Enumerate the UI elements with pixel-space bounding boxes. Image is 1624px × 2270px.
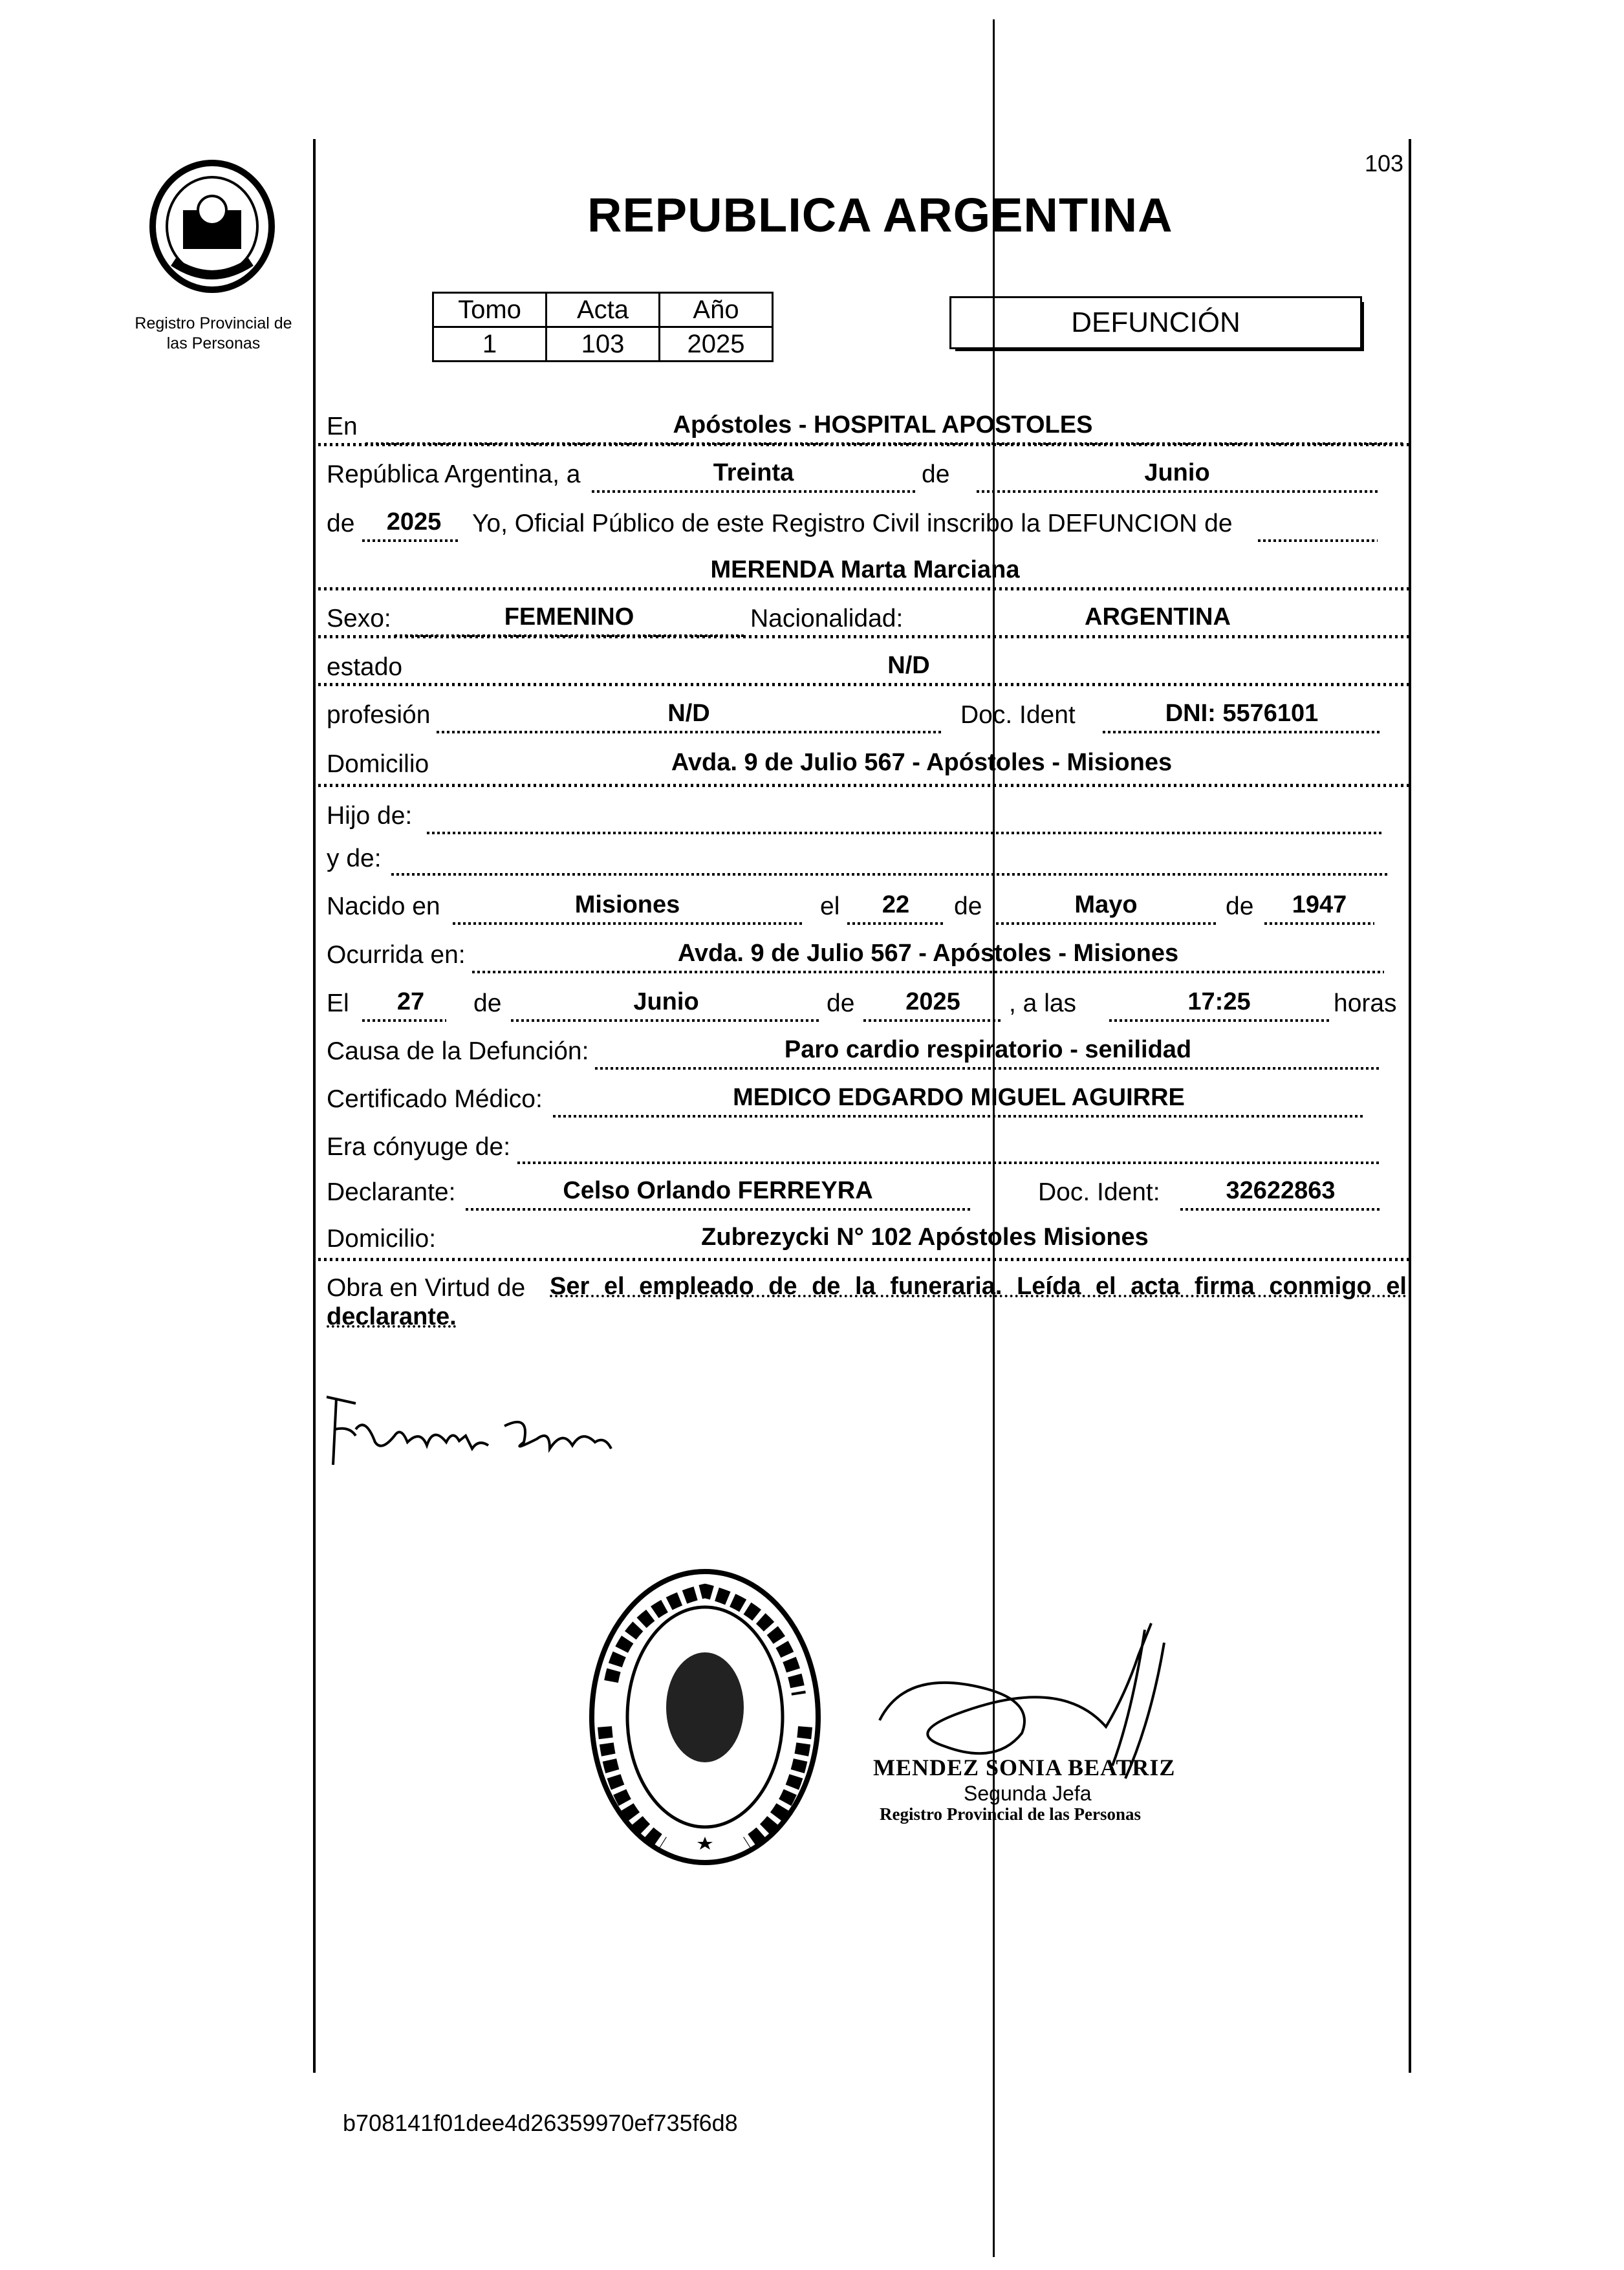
center-fold-line [993,19,995,2257]
act-type-box: DEFUNCIÓN [949,296,1362,349]
underline [592,490,915,493]
el-label: el [820,892,840,920]
tomo-label: Tomo [433,293,547,327]
causa-value: Paro cardio respiratorio - senilidad [784,1036,1192,1063]
doc-label: Doc. Ident [960,701,1076,729]
declarante-value: Celso Orlando FERREYRA [563,1177,873,1204]
nacido-lugar-value: Misiones [574,891,680,918]
hijo-label: Hijo de: [327,802,413,830]
underline [863,1019,1002,1022]
republica-label: República Argentina, a [327,460,581,488]
nacionalidad-value: ARGENTINA [1085,603,1231,631]
underline [511,1019,821,1022]
certificado-value: MEDICO EDGARDO MIGUEL AGUIRRE [733,1084,1185,1111]
underline [437,731,941,733]
official-role: Segunda Jefa [964,1782,1092,1805]
day-text-value: Treinta [713,459,794,486]
underline [365,442,1403,445]
page-number: 103 [1365,150,1404,177]
institution-name: Registro Provincial de las Personas [135,314,292,352]
row-sep [318,683,1409,686]
muerte-mes-value: Junio [633,988,699,1015]
underline [847,922,944,925]
domicilio-value: Avda. 9 de Julio 567 - Apóstoles - Misiones [671,749,1173,776]
de6-label: de [827,989,855,1017]
ocurrida-value: Avda. 9 de Julio 567 - Apóstoles - Misiones [677,940,1179,967]
obra-text-2: declarante. [327,1303,457,1330]
el2-label: El [327,989,349,1017]
profesion-label: profesión [327,701,431,729]
month-value: Junio [1144,459,1210,486]
row-sep [318,1258,1409,1261]
muerte-anio-value: 2025 [905,988,960,1015]
declarante-label: Declarante: [327,1178,456,1206]
place-value: Apóstoles - HOSPITAL APOSTOLES [673,411,1093,438]
domicilio-label: Domicilio [327,750,429,778]
underline [1109,1019,1329,1022]
underline [996,922,1216,925]
declarant-signature [317,1390,653,1475]
de5-label: de [473,989,502,1017]
doc-value: DNI: 5576101 [1165,700,1319,727]
profesion-value: N/D [667,700,710,727]
document-hash: b708141f01dee4d26359970ef735f6d8 [343,2110,738,2136]
domicilio2-label: Domicilio: [327,1225,437,1253]
horas-label: horas [1334,989,1397,1017]
certificado-label: Certificado Médico: [327,1085,543,1113]
underline [395,634,744,637]
anio-value: 2025 [660,327,773,362]
en-label: En [327,413,358,440]
inscribo-text: Yo, Oficial Público de este Registro Civil inscribo la DEFUNCION de [472,510,1233,537]
de2-label: de [327,510,355,537]
row-sep [318,784,1409,787]
underline [453,922,802,925]
doc2-label: Doc. Ident: [1038,1178,1160,1206]
conyuge-label: Era cónyuge de: [327,1133,511,1161]
sexo-label: Sexo: [327,605,391,632]
underline [1103,731,1381,733]
underline [427,832,1384,834]
underline [466,1208,970,1211]
causa-label: Causa de la Defunción: [327,1037,589,1065]
anio-label: Año [660,293,773,327]
underline [1180,1208,1381,1211]
a-las-label: , a las [1009,989,1077,1017]
underline [1258,539,1378,542]
underline [1264,922,1374,925]
page-title: REPUBLICA ARGENTINA [587,188,1173,242]
estado-value: N/D [887,652,930,679]
obra-text: Ser el empleado de de la funeraria. Leída el acta firma conmigo el [550,1273,1407,1300]
underline [977,490,1378,493]
de-label: de [922,460,950,488]
left-margin-line [313,139,316,2073]
official-name: MENDEZ SONIA BEATRIZ [873,1755,1176,1780]
nacido-mes-value: Mayo [1074,891,1138,918]
underline [362,1019,446,1022]
sexo-value: FEMENINO [504,603,634,631]
year-value: 2025 [386,508,442,535]
y-de-label: y de: [327,845,382,872]
tomo-acta-anio-table [432,292,774,362]
underline [553,1115,1365,1118]
obra-label: Obra en Virtud de [327,1274,526,1302]
official-institution: Registro Provincial de las Personas [880,1804,1141,1824]
ocurrida-label: Ocurrida en: [327,941,466,969]
underline [391,873,1387,876]
acta-value: 103 [547,327,660,362]
row-sep [318,587,1409,590]
doc2-value: 32622863 [1226,1177,1336,1204]
nacionalidad-label: Nacionalidad: [750,605,904,632]
hora-value: 17:25 [1187,988,1251,1015]
nacido-anio-value: 1947 [1292,891,1347,918]
province-emblem [147,158,277,294]
muerte-dia-value: 27 [396,988,425,1015]
acta-label: Acta [547,293,660,327]
de3-label: de [954,892,982,920]
domicilio2-value: Zubrezycki N° 102 Apóstoles Misiones [701,1224,1149,1251]
deceased-name-value: MERENDA Marta Marciana [710,556,1020,583]
underline [595,1067,1381,1070]
nacido-label: Nacido en [327,892,440,920]
estado-label: estado [327,653,403,681]
nacido-dia-value: 22 [882,891,910,918]
underline [472,971,1384,973]
right-margin-line [1409,139,1411,2073]
underline [362,539,459,542]
official-seal [585,1565,825,1869]
underline [517,1162,1381,1164]
de4-label: de [1226,892,1254,920]
tomo-value: 1 [433,327,547,362]
